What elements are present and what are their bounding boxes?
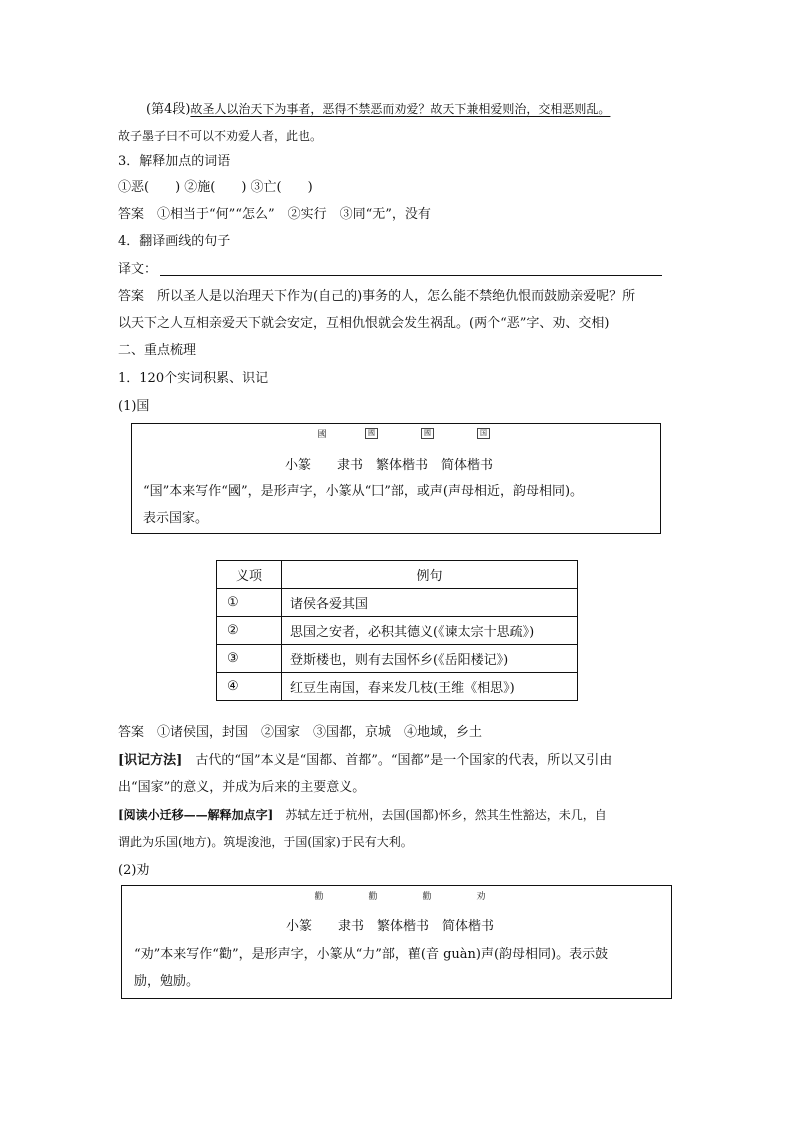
memo-line-1 (118, 752, 612, 770)
q3-answer (118, 206, 431, 224)
memo-label: [识记方法] (118, 753, 183, 768)
clerical-glyph-icon: 國 (365, 428, 378, 439)
passage-line-2: 故子墨子曰不可以不劝爱人者，此也。 (118, 129, 323, 143)
paragraph-label: (第4段) (146, 102, 191, 117)
simplified-glyph-icon: 劝 (476, 892, 486, 902)
table-row (217, 589, 578, 617)
guo-desc-line-2: 表示国家。 (143, 511, 209, 526)
quan-desc-line-1: “劝”本来写作“勸”，是形声字，小篆从“力”部，雚(音 guàn)声(韵母相同)。表示鼓 (134, 947, 609, 962)
row-number: ① (217, 589, 282, 617)
section2-heading: 二、重点梳理 (118, 343, 197, 358)
traditional-glyph-icon: 國 (421, 428, 434, 439)
passage-line-1 (146, 98, 610, 117)
meaning-table (216, 560, 578, 701)
clerical-glyph-icon: 勸 (368, 892, 378, 902)
traditional-glyph-icon: 勸 (422, 892, 432, 902)
quan-label: (2)劝 (118, 863, 150, 878)
table-row (217, 617, 578, 645)
script-labels: 小篆 隶书 繁体楷书 简体楷书 (285, 458, 494, 473)
answer-text: ①诸侯国，封国 ②国家 ③国都，京城 ④地域，乡土 (157, 725, 483, 740)
q4-answer-line-2: 以天下之人互相亲爱天下就会安定，互相仇恨就会发生祸乱。(两个“恶”字、劝、交相) (118, 316, 610, 331)
script-labels: 小篆 隶书 繁体楷书 简体楷书 (286, 919, 495, 934)
row-example: 登斯楼也，则有去国怀乡(《岳阳楼记》) (282, 645, 578, 673)
quan-script-glyphs (312, 889, 512, 902)
row-number: ③ (217, 645, 282, 673)
row-example: 诸侯各爱其国 (282, 589, 578, 617)
translation-label: 译文： (118, 262, 158, 277)
simplified-glyph-icon: 国 (477, 428, 490, 439)
quan-desc-line-2: 励，勉励。 (134, 974, 200, 989)
seal-glyph-icon: 勸 (314, 892, 324, 902)
guo-etymology-box (131, 423, 661, 534)
answer-label: 答案 (118, 289, 145, 304)
transfer-label: [阅读小迁移——解释加点字] (118, 808, 274, 822)
transfer-text: 苏轼左迁于杭州，去国(国都)怀乡，然其生性豁达，未几，自 (285, 808, 607, 822)
section2-sub1: 1．120个实词积累、识记 (118, 371, 269, 386)
row-number: ② (217, 617, 282, 645)
underlined-sentence: 故圣人以治天下为事者，恶得不禁恶而劝爱？故天下兼相爱则治，交相恶则乱。 (190, 102, 611, 116)
row-example: 红豆生南国，春来发几枝(王维《相思》) (282, 673, 578, 701)
translation-blank-line (160, 275, 662, 276)
transfer-line-2: 谓此为乐国(地方)。筑堤浚池，于国(国家)于民有大利。 (118, 835, 413, 849)
quan-etymology-box (121, 885, 672, 999)
table-row (217, 645, 578, 673)
table-header-row (217, 561, 578, 589)
q3-items: ①恶( ) ②施( ) ③亡( ) (118, 180, 313, 195)
row-example: 思国之安者，必积其德义(《谏太宗十思疏》) (282, 617, 578, 645)
guo-label: (1)国 (118, 399, 150, 414)
answer-text: ①相当于“何”“怎么” ②实行 ③同“无”，没有 (157, 207, 431, 222)
q4-answer-line-1 (118, 288, 635, 306)
answer-text: 所以圣人是以治理天下作为(自己的)事务的人，怎么能不禁绝仇恨而鼓励亲爱呢？所 (157, 289, 636, 304)
header-meaning: 义项 (217, 561, 282, 589)
row-number: ④ (217, 673, 282, 701)
answer-label: 答案 (118, 725, 145, 740)
header-example: 例句 (282, 561, 578, 589)
guo-answer (118, 724, 482, 742)
guo-desc-line-1: “国”本来写作“國”，是形声字，小篆从“囗”部，或声(声母相近，韵母相同)。 (143, 484, 584, 499)
guo-script-glyphs (315, 427, 515, 440)
q4-heading: 4．翻译画线的句子 (118, 234, 231, 249)
seal-glyph-icon: 國 (317, 430, 327, 440)
q3-heading: 3．解释加点的词语 (118, 154, 231, 169)
memo-text: 古代的“国”本义是“国都、首都”。“国都”是一个国家的代表，所以又引由 (195, 753, 613, 768)
table-row (217, 673, 578, 701)
answer-label: 答案 (118, 207, 145, 222)
transfer-line-1 (118, 806, 607, 824)
memo-line-2: 出“国家”的意义，并成为后来的主要意义。 (118, 780, 366, 795)
